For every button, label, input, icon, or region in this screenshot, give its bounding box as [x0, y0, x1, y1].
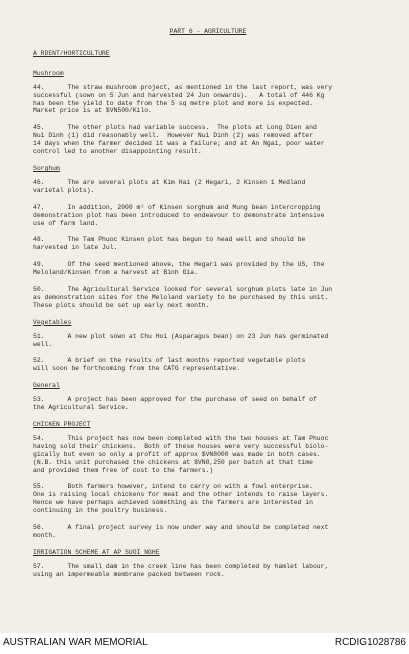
subheading-general: General	[33, 382, 60, 390]
paragraph-51: 51. A new plot sown at Chu Hoi (Asparagus bean) on 23 Jun has germinated well.	[33, 332, 329, 348]
subheading-chicken-project: CHICKEN PROJECT	[33, 421, 91, 428]
document-body	[33, 28, 383, 588]
paragraph-50: 50. The Agricultural Service looked for several sorghum plots late in Jun as demonstration sites for the Meloland variety to be purchased by this unit. These plots should be set up early next month.	[33, 286, 333, 309]
paragraph-44: 44. The straw mushroom project, as mentioned in the last report, was very successful (sown on 5 Jun and harvested 24 Jun onwards). A total of 446 Kg has been the yield to date from the 5 sq metre plot and more is expected. Market price is at $VN500/Kilo.	[33, 83, 333, 115]
paragraph-49: 49. Of the seed mentioned above, the Hegari was provided by the US, the Meloland/Kinsen from a harvest at Binh Gia.	[33, 261, 325, 277]
subheading-mushroom: Mushroom	[33, 69, 64, 77]
footer-archive-name: AUSTRALIAN WAR MEMORIAL	[3, 637, 148, 648]
footer-record-id: RCDIG1028786	[334, 637, 406, 648]
subheading-sorghum: Sorghum	[33, 164, 60, 172]
section-heading: A RDENT/HORTICULTURE	[33, 49, 110, 57]
paragraph-46: 46. The are several plots at Kim Hai (2 Hegari, 2 Kinsen 1 Medland varietal plots).	[33, 178, 306, 194]
paragraph-55: 55. Both farmers however, intend to carry on with a fowl enterprise. One is raising local chickens for meat and the other intends to raise layers. Hence we have perhaps achieved something as the farmers are interested in continuing in the poultry business.	[33, 483, 329, 515]
paragraph-56: 56. A final project survey is now under way and should be completed next month.	[33, 524, 329, 539]
part-title: PART 6 - AGRICULTURE	[169, 28, 247, 35]
paragraph-47: 47. In addition, 2000 m² of Kinsen sorghum and Mung bean intercropping demonstration plot has been introduced to endeavour to demonstrate intensive use of farm land.	[33, 203, 325, 227]
paragraph-52: 52. A brief on the results of last months reported vegetable plots will soon be forthcoming from the CATG representative.	[33, 357, 306, 373]
subheading-irrigation-scheme: IRRIGATION SCHEME AT AP SUOI NGHE	[33, 548, 160, 556]
subheading-vegetables: Vegetables	[33, 318, 72, 326]
paragraph-57: 57. The small dam in the creek line has been completed by hamlet labour, using an impermeable membrane packed between rock.	[33, 562, 329, 578]
paragraph-54: 54. This project has now been completed with the two houses at Tam Phuoc having sold their chickens. Both of these houses were very successful biolo- gically but even so only a profit of approx $VN8000 was made in both cases. (N.B. this unit purchased the chickens at $VN8,250 per batch at that time and provided them free of cost to the farmers.)	[33, 434, 329, 474]
paragraph-48: 48. The Tam Phuoc Kinsen plot has begun to head well and should be harvested in late Jul.	[33, 236, 306, 252]
archive-footer	[0, 633, 409, 654]
paragraph-53: 53. A project has been approved for the purchase of seed on behalf of the Agricultural Service.	[33, 396, 317, 412]
paragraph-45: 45. The other plots had variable success. The plots at Long Dien and Nui Dinh (1) did reasonably well. However Nui Dinh (2) was removed after 14 days when the farmer decided it was a failure; and at An Ngai, poor water control led to another disappointing result.	[33, 124, 325, 156]
